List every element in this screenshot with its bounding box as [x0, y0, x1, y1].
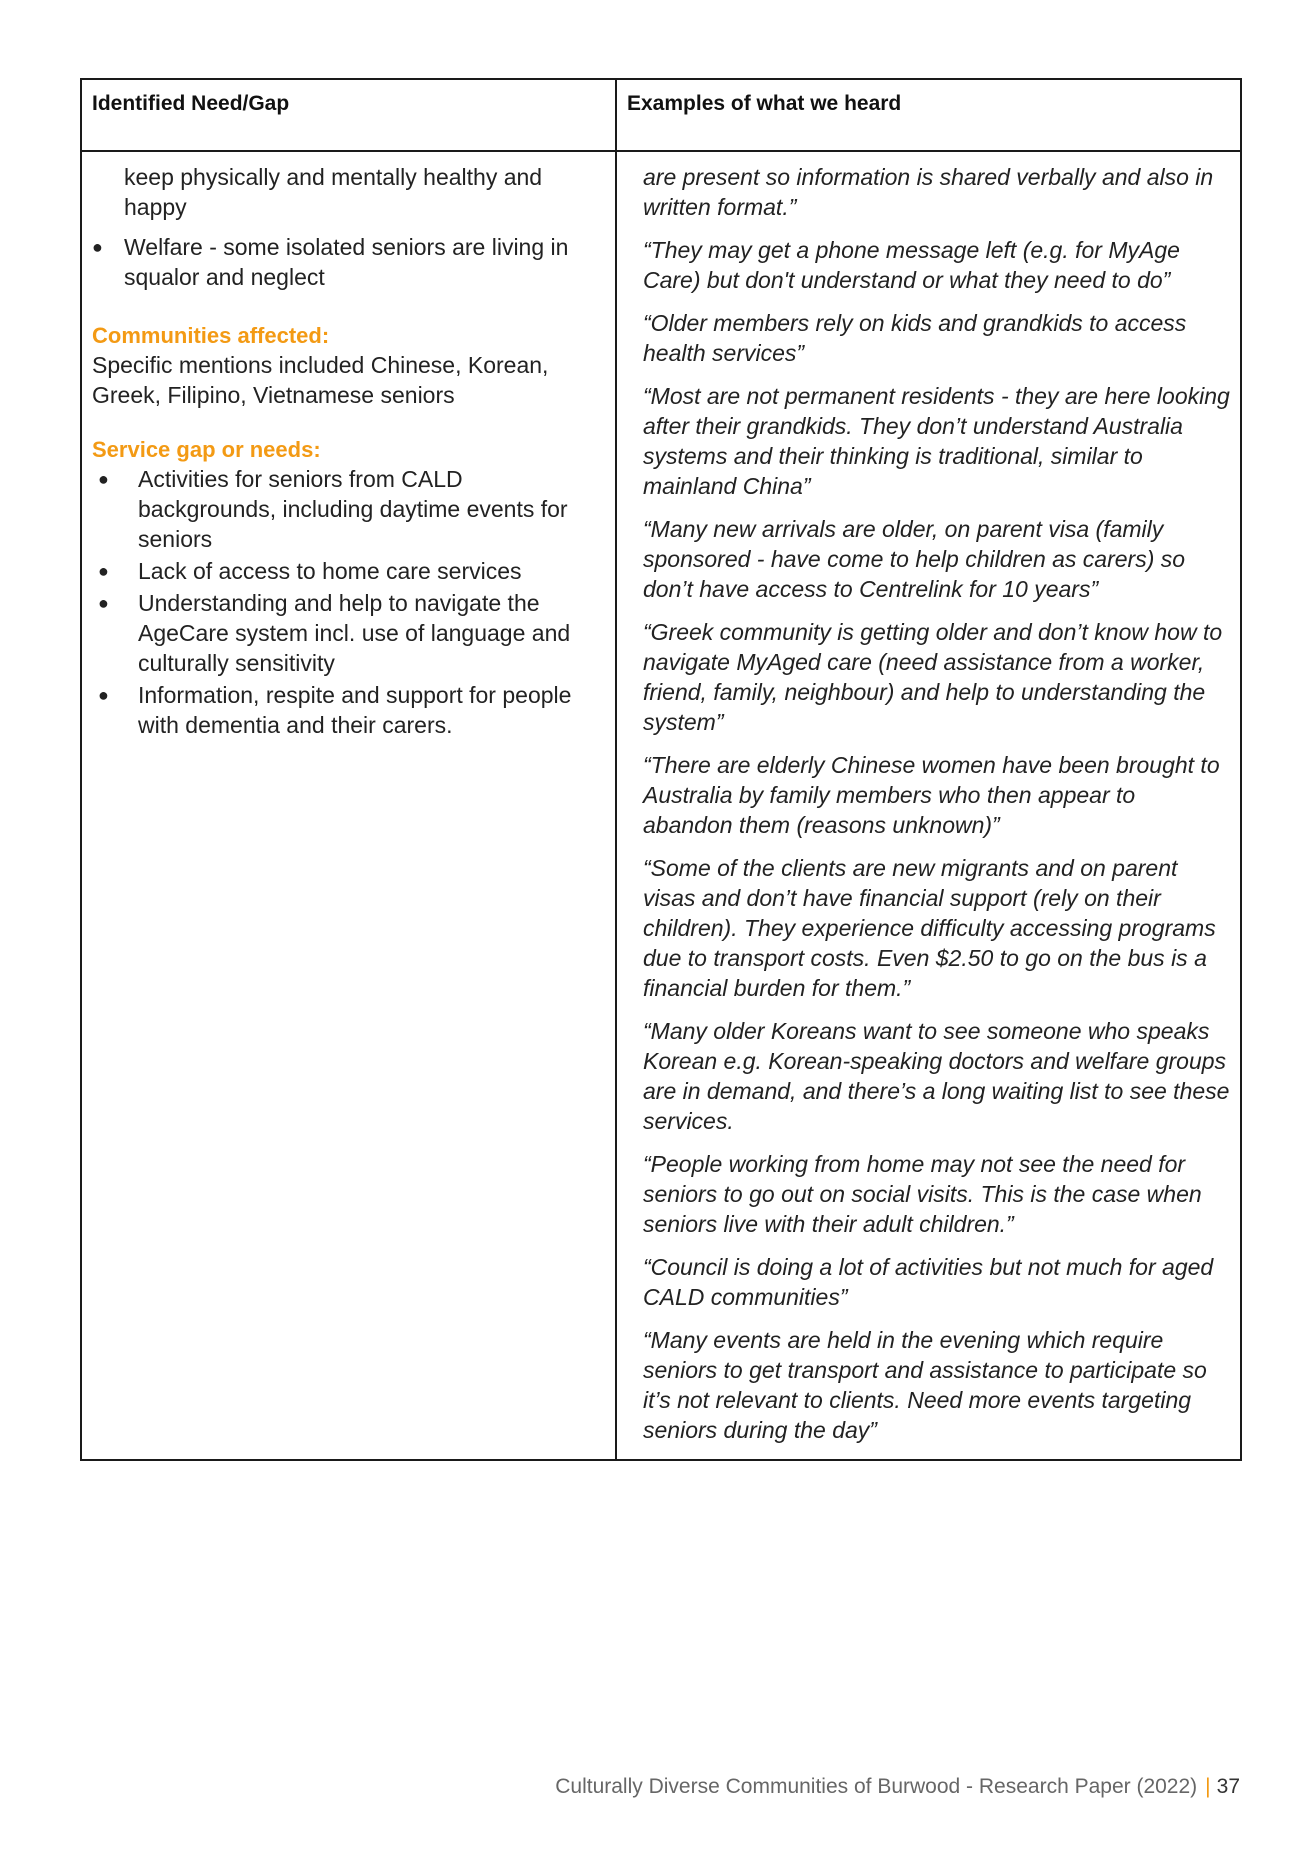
quotes-cell [616, 151, 1241, 1460]
bullet-icon: ● [98, 469, 109, 489]
quote-text: “Council is doing a lot of activities but not much for aged CALD communities” [643, 1254, 1214, 1310]
list-item [92, 464, 605, 554]
table-row [81, 151, 1241, 1460]
quote-text: “Most are not permanent residents - they are here looking after their grandkids. They don’t understand Australia systems and their thinking is traditional, similar to mainland China” [643, 383, 1230, 499]
communities-heading: Communities affected: [92, 323, 330, 348]
page-footer [555, 1775, 1240, 1799]
quote-text: “Older members rely on kids and grandkids to access health services” [643, 310, 1187, 366]
service-gap-heading: Service gap or needs: [92, 437, 321, 462]
quote-text: “Many events are held in the evening which require seniors to get transport and assistance to participate so it’s not relevant to clients. Need more events targeting seniors during the day” [643, 1327, 1207, 1443]
header-examples-heard: Examples of what we heard [616, 79, 1241, 151]
quote-text: “They may get a phone message left (e.g. for MyAge Care) but don't understand or what they need to do” [643, 237, 1180, 293]
welfare-text: Welfare - some isolated seniors are living in squalor and neglect [124, 234, 569, 290]
quote-text: “People working from home may not see the need for seniors to go out on social visits. This is the case when seniors live with their adult children.” [643, 1151, 1202, 1237]
footer-separator: | [1205, 1775, 1211, 1798]
needs-table [80, 78, 1242, 1461]
bullet-icon: ● [92, 237, 103, 257]
service-item-text: Activities for seniors from CALD backgrounds, including daytime events for seniors [138, 466, 568, 552]
list-item [92, 556, 605, 586]
communities-text: Specific mentions included Chinese, Korean, Greek, Filipino, Vietnamese seniors [92, 352, 549, 408]
bullet-icon: ● [98, 561, 109, 581]
table-header-row [81, 79, 1241, 151]
welfare-bullet [92, 232, 605, 292]
footer-title: Culturally Diverse Communities of Burwood - Research Paper (2022) [555, 1775, 1198, 1798]
page-number: 37 [1216, 1775, 1240, 1798]
list-item [92, 588, 605, 678]
list-item [92, 680, 605, 740]
needs-cell [81, 151, 616, 1460]
service-item-text: Understanding and help to navigate the AgeCare system incl. use of language and culturally sensitivity [138, 590, 571, 676]
bullet-icon: ● [98, 685, 109, 705]
quote-text: “Many new arrivals are older, on parent visa (family sponsored - have come to help children as carers) so don’t have access to Centrelink for 10 years” [643, 516, 1186, 602]
service-item-text: Lack of access to home care services [138, 558, 522, 584]
bullet-icon: ● [98, 593, 109, 613]
service-item-text: Information, respite and support for people with dementia and their carers. [138, 682, 572, 738]
continued-text: keep physically and mentally healthy and happy [124, 164, 543, 220]
quote-text: “Greek community is getting older and don’t know how to navigate MyAged care (need assistance from a worker, friend, family, neighbour) and help to understanding the system” [643, 619, 1223, 735]
header-identified-need: Identified Need/Gap [81, 79, 616, 151]
quote-text: are present so information is shared verbally and also in written format.” [643, 164, 1214, 220]
quote-text: “Many older Koreans want to see someone who speaks Korean e.g. Korean-speaking doctors and welfare groups are in demand, and there’s a long waiting list to see these services. [643, 1018, 1230, 1134]
quote-text: “There are elderly Chinese women have been brought to Australia by family members who then appear to abandon them (reasons unknown)” [643, 752, 1220, 838]
quote-text: “Some of the clients are new migrants and on parent visas and don’t have financial support (rely on their children). They experience difficulty accessing programs due to transport costs. Even $2.50 to go on the bus is a financial burden for them.” [643, 855, 1216, 1001]
